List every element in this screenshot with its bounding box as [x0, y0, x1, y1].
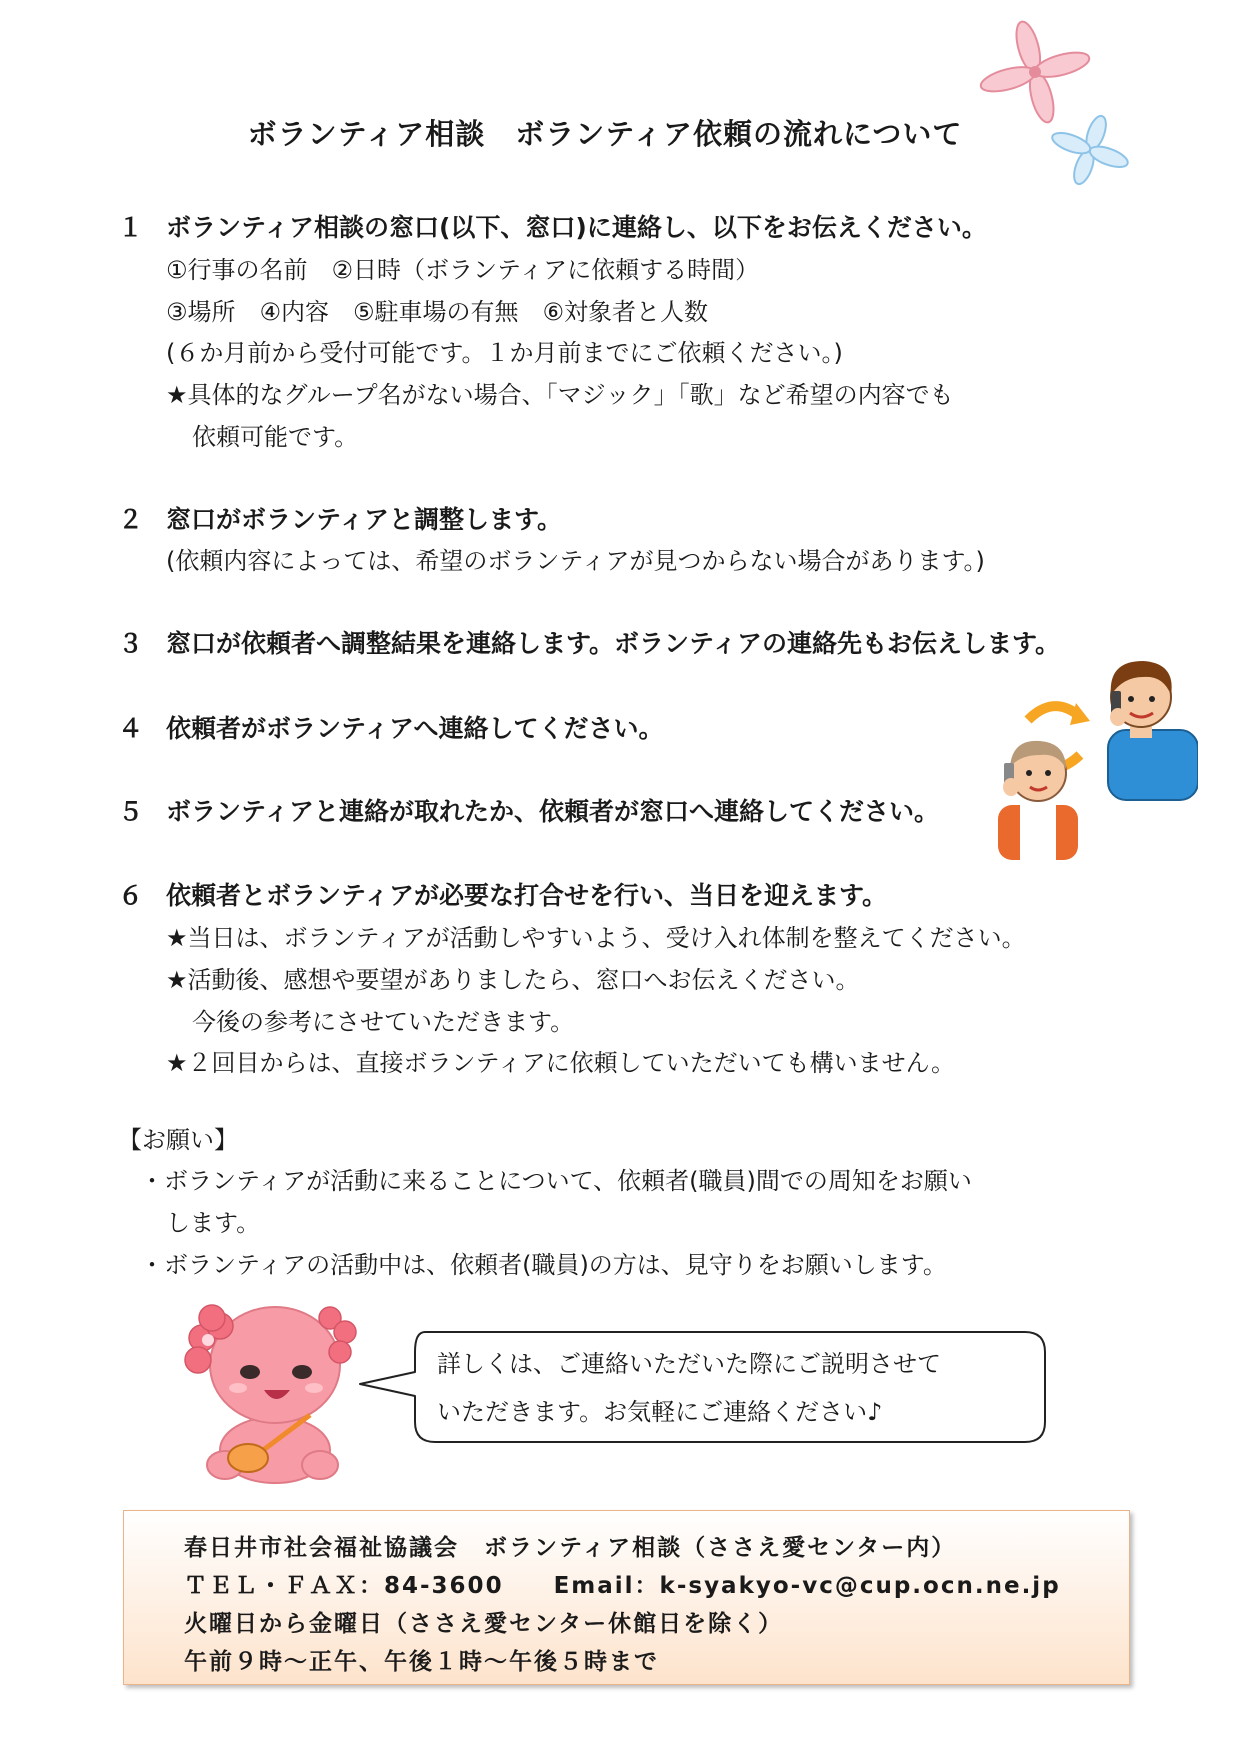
step-detail: ★２回目からは、直接ボランティアに依頼していただいても構いません。 — [166, 1049, 956, 1077]
step-number: ２ — [118, 505, 144, 534]
speech-bubble — [405, 1322, 1045, 1446]
request-bullet: ・ボランティアの活動中は、依頼者(職員)の方は、見守りをお願いします。 — [140, 1251, 947, 1279]
step-detail: ①行事の名前 ②日時（ボランティアに依頼する時間） — [166, 256, 760, 284]
step-detail: (６か月前から受付可能です。１か月前までにご依頼ください。) — [166, 339, 843, 367]
step-number: １ — [118, 213, 144, 242]
page-title: ボランティア相談 ボランティア依頼の流れについて — [247, 117, 963, 151]
step-heading: 窓口がボランティアと調整します。 — [166, 505, 563, 534]
step-detail: ★活動後、感想や要望がありましたら、窓口へお伝えください。 — [166, 966, 860, 994]
request-heading: 【お願い】 — [118, 1126, 238, 1154]
step-heading: ボランティア相談の窓口(以下、窓口)に連絡し、以下をお伝えください。 — [166, 213, 987, 242]
step-detail: ③場所 ④内容 ⑤駐車場の有無 ⑥対象者と人数 — [166, 298, 709, 326]
step-heading: ボランティアと連絡が取れたか、依頼者が窓口へ連絡してください。 — [166, 797, 940, 826]
step-detail: (依頼内容によっては、希望のボランティアが見つからない場合があります。) — [166, 547, 985, 575]
mascot-illustration — [180, 1290, 360, 1485]
step-heading: 窓口が依頼者へ調整結果を連絡します。ボランティアの連絡先もお伝えします。 — [166, 629, 1061, 658]
contact-days: 火曜日から金曜日（ささえ愛センター休館日を除く） — [184, 1611, 784, 1637]
step-number: ６ — [118, 881, 144, 910]
contact-box — [123, 1510, 1130, 1685]
step-number: ４ — [118, 714, 144, 743]
step-detail: ★当日は、ボランティアが活動しやすいよう、受け入れ体制を整えてください。 — [166, 924, 1026, 952]
step-detail: 今後の参考にさせていただきます。 — [192, 1008, 575, 1036]
contact-hours: 午前９時～正午、午後１時～午後５時まで — [184, 1649, 659, 1675]
step-heading: 依頼者がボランティアへ連絡してください。 — [166, 714, 664, 743]
step-number: ５ — [118, 797, 144, 826]
step-heading: 依頼者とボランティアが必要な打合せを行い、当日を迎えます。 — [166, 881, 888, 910]
step-detail: 依頼可能です。 — [192, 423, 359, 451]
request-bullet: ・ボランティアが活動に来ることについて、依頼者(職員)間での周知をお願い — [140, 1167, 972, 1195]
bubble-text: 詳しくは、ご連絡いただいた際にご説明させて — [437, 1350, 941, 1378]
request-bullet: します。 — [166, 1209, 261, 1237]
bubble-text: いただきます。お気軽にご連絡ください♪ — [437, 1398, 883, 1426]
phone-call-illustration — [958, 655, 1198, 860]
step-number: ３ — [118, 629, 144, 658]
step-detail: ★具体的なグループ名がない場合、「マジック」「歌」など希望の内容でも — [166, 381, 954, 409]
contact-organization: 春日井市社会福祉協議会 ボランティア相談（ささえ愛センター内） — [184, 1535, 957, 1561]
contact-phone-email: ＴＥＬ・ＦＡＸ：84-3600 Email：k-syakyo-vc@cup.ocn.ne.jp — [184, 1573, 1061, 1599]
